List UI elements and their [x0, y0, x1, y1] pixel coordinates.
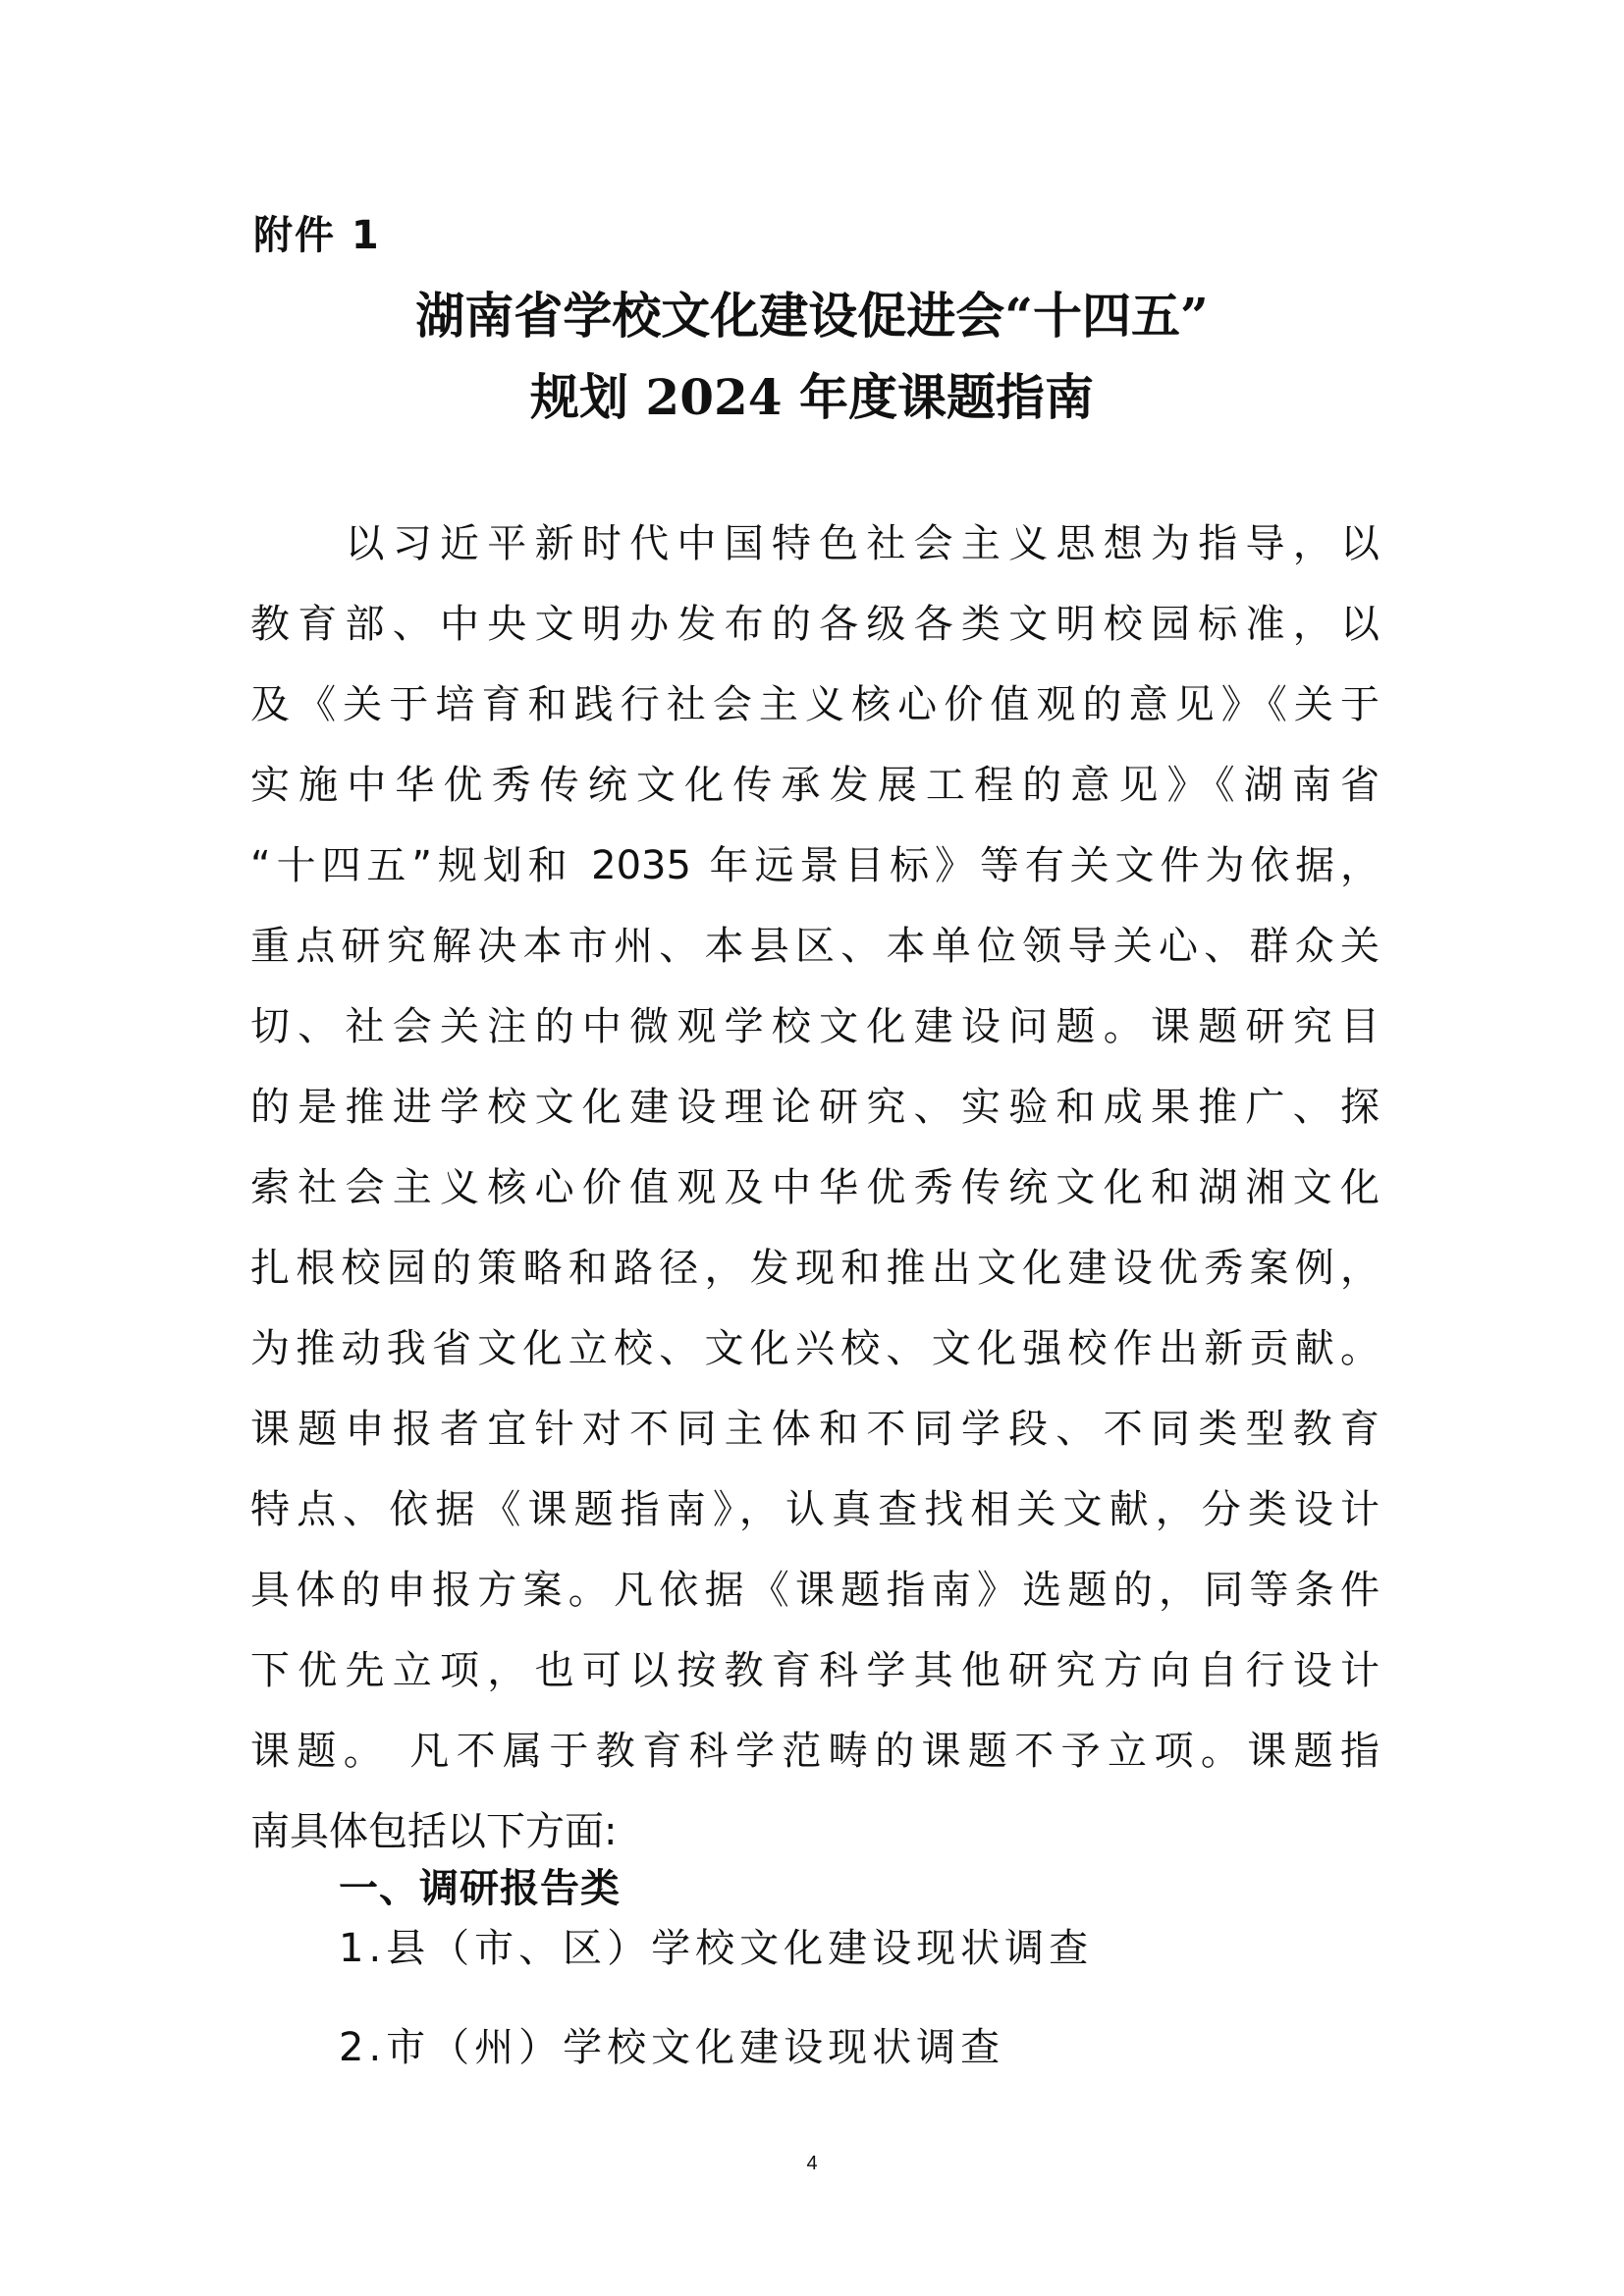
body-line: 索社会主义核心价值观及中华优秀传统文化和湖湘文化 [250, 1165, 1380, 1210]
body-line: 特点、依据《课题指南》，认真查找相关文献，分类设计 [250, 1487, 1380, 1532]
body-line: 教育部、中央文明办发布的各级各类文明校园标准，以 [250, 602, 1380, 647]
body-line: 课题。 凡不属于教育科学范畴的课题不予立项。课题指 [250, 1729, 1380, 1774]
body-line: 重点研究解决本市州、本县区、本单位领导关心、群众关 [250, 924, 1380, 969]
body-line: 南具体包括以下方面: [250, 1809, 618, 1854]
attachment-label: 附件 1 [253, 213, 381, 258]
list-item: 1.县（市、区）学校文化建设现状调查 [339, 1926, 1094, 1971]
body-line: 扎根校园的策略和路径，发现和推出文化建设优秀案例， [250, 1246, 1380, 1291]
body-line: 切、社会关注的中微观学校文化建设问题。课题研究目 [250, 1004, 1380, 1049]
document-title-line-2: 规划 2024 年度课题指南 [530, 368, 1094, 426]
section-heading: 一、调研报告类 [339, 1866, 621, 1911]
document-title-line-1: 湖南省学校文化建设促进会“十四五” [415, 287, 1209, 345]
body-line: 具体的申报方案。凡依据《课题指南》选题的，同等条件 [250, 1568, 1380, 1613]
list-item: 2.市（州）学校文化建设现状调查 [339, 2025, 1005, 2070]
body-line: “十四五”规划和 2035 年远景目标》等有关文件为依据， [250, 843, 1380, 888]
body-line: 及《关于培育和践行社会主义核心价值观的意见》《关于 [250, 682, 1380, 727]
body-line: 的是推进学校文化建设理论研究、实验和成果推广、探 [250, 1085, 1380, 1130]
body-line: 为推动我省文化立校、文化兴校、文化强校作出新贡献。 [250, 1326, 1380, 1371]
body-line: 实施中华优秀传统文化传承发展工程的意见》《湖南省 [250, 763, 1380, 808]
body-line: 课题申报者宜针对不同主体和不同学段、不同类型教育 [250, 1407, 1380, 1452]
body-line: 以习近平新时代中国特色社会主义思想为指导，以 [250, 521, 1380, 566]
body-line: 下优先立项，也可以按教育科学其他研究方向自行设计 [250, 1648, 1380, 1693]
page-number: 4 [806, 2153, 818, 2174]
